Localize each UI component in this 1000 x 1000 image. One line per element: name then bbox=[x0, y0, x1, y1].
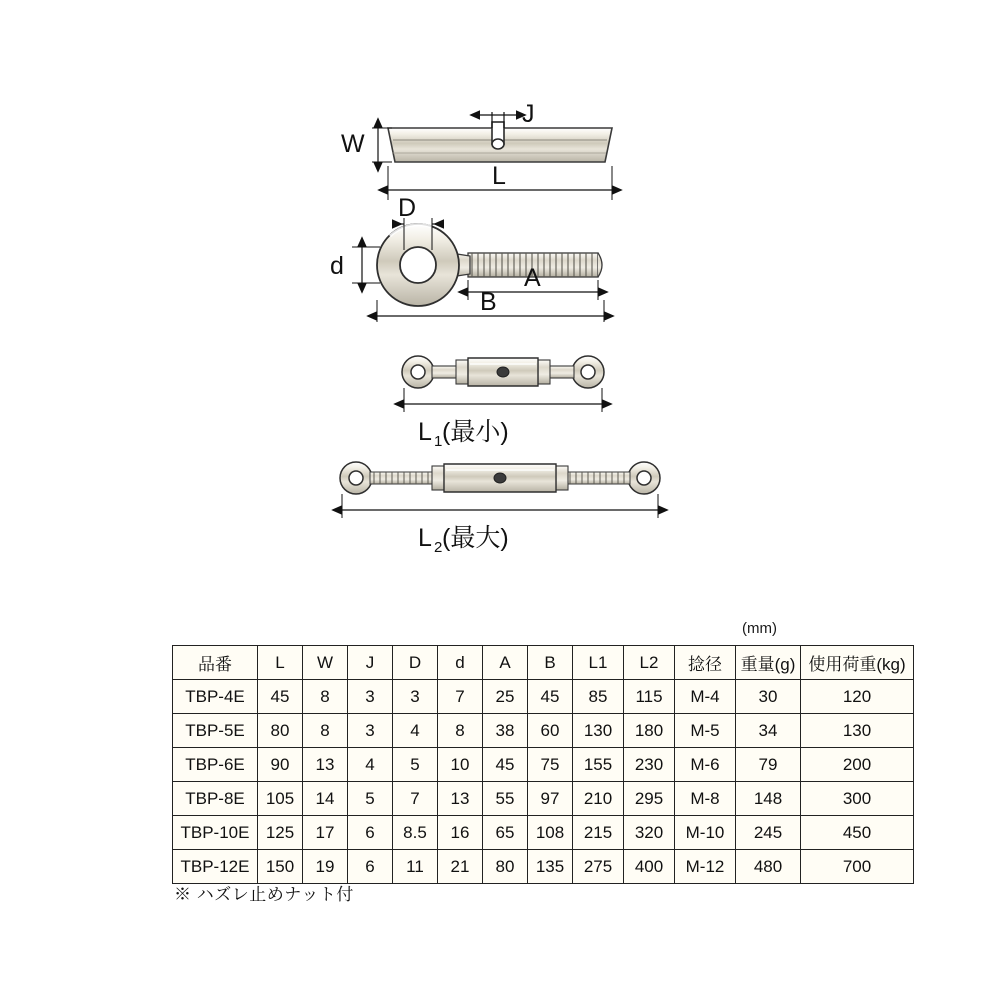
cell-l2: 295 bbox=[624, 782, 675, 816]
table-header-row bbox=[173, 646, 914, 680]
cell-l: 80 bbox=[258, 714, 303, 748]
header-thread-diameter: 捻径 bbox=[675, 646, 736, 680]
cell-l2: 400 bbox=[624, 850, 675, 884]
cell-d-upper: 11 bbox=[393, 850, 438, 884]
table-row bbox=[173, 782, 914, 816]
cell-working-load: 200 bbox=[801, 748, 914, 782]
cell-l1: 275 bbox=[573, 850, 624, 884]
cell-b: 60 bbox=[528, 714, 573, 748]
table-body bbox=[173, 680, 914, 884]
label-l2-subscript: 2 bbox=[434, 539, 443, 556]
cell-d-upper: 8.5 bbox=[393, 816, 438, 850]
table-row bbox=[173, 680, 914, 714]
cell-working-load: 300 bbox=[801, 782, 914, 816]
cell-a: 65 bbox=[483, 816, 528, 850]
header-working-load: 使用荷重(kg) bbox=[801, 646, 914, 680]
cell-part-number: TBP-8E bbox=[173, 782, 258, 816]
header-d-lower: d bbox=[438, 646, 483, 680]
cell-l1: 85 bbox=[573, 680, 624, 714]
cell-weight: 480 bbox=[736, 850, 801, 884]
cell-working-load: 450 bbox=[801, 816, 914, 850]
footnote: ※ ハズレ止めナット付 bbox=[174, 885, 354, 904]
header-l2: L2 bbox=[624, 646, 675, 680]
cell-j: 5 bbox=[348, 782, 393, 816]
cell-l1: 215 bbox=[573, 816, 624, 850]
figure-eye-bolt bbox=[330, 194, 604, 322]
cell-d-lower: 16 bbox=[438, 816, 483, 850]
cell-d-upper: 7 bbox=[393, 782, 438, 816]
cell-thread-diameter: M-8 bbox=[675, 782, 736, 816]
header-l: L bbox=[258, 646, 303, 680]
table-row bbox=[173, 850, 914, 884]
cell-b: 108 bbox=[528, 816, 573, 850]
cell-w: 8 bbox=[303, 714, 348, 748]
cell-b: 75 bbox=[528, 748, 573, 782]
label-j: J bbox=[522, 100, 535, 128]
cell-thread-diameter: M-4 bbox=[675, 680, 736, 714]
cell-part-number: TBP-4E bbox=[173, 680, 258, 714]
cell-working-load: 120 bbox=[801, 680, 914, 714]
cell-l1: 130 bbox=[573, 714, 624, 748]
cell-part-number: TBP-10E bbox=[173, 816, 258, 850]
unit-label: (mm) bbox=[742, 620, 777, 637]
cell-part-number: TBP-6E bbox=[173, 748, 258, 782]
cell-a: 45 bbox=[483, 748, 528, 782]
cell-j: 6 bbox=[348, 816, 393, 850]
cell-j: 3 bbox=[348, 680, 393, 714]
cell-w: 13 bbox=[303, 748, 348, 782]
cell-weight: 79 bbox=[736, 748, 801, 782]
table-row bbox=[173, 748, 914, 782]
cell-a: 80 bbox=[483, 850, 528, 884]
label-l2: L bbox=[418, 524, 432, 552]
header-d-upper: D bbox=[393, 646, 438, 680]
cell-weight: 30 bbox=[736, 680, 801, 714]
cell-l1: 210 bbox=[573, 782, 624, 816]
cell-w: 14 bbox=[303, 782, 348, 816]
cell-d-lower: 7 bbox=[438, 680, 483, 714]
cell-d-lower: 8 bbox=[438, 714, 483, 748]
cell-thread-diameter: M-12 bbox=[675, 850, 736, 884]
cell-weight: 245 bbox=[736, 816, 801, 850]
cell-l2: 115 bbox=[624, 680, 675, 714]
label-l1-subscript: 1 bbox=[434, 433, 443, 450]
cell-l2: 180 bbox=[624, 714, 675, 748]
label-d-lower: d bbox=[330, 252, 344, 280]
table-row bbox=[173, 816, 914, 850]
cell-w: 17 bbox=[303, 816, 348, 850]
label-l1: L bbox=[418, 418, 432, 446]
spec-table bbox=[172, 645, 914, 884]
cell-l: 45 bbox=[258, 680, 303, 714]
cell-thread-diameter: M-10 bbox=[675, 816, 736, 850]
cell-a: 25 bbox=[483, 680, 528, 714]
cell-a: 38 bbox=[483, 714, 528, 748]
label-w: W bbox=[341, 130, 365, 158]
cell-w: 8 bbox=[303, 680, 348, 714]
cell-thread-diameter: M-5 bbox=[675, 714, 736, 748]
cell-b: 135 bbox=[528, 850, 573, 884]
cell-thread-diameter: M-6 bbox=[675, 748, 736, 782]
header-l1: L1 bbox=[573, 646, 624, 680]
header-a: A bbox=[483, 646, 528, 680]
cell-d-lower: 10 bbox=[438, 748, 483, 782]
figure-barrel bbox=[341, 100, 612, 200]
cell-l: 150 bbox=[258, 850, 303, 884]
cell-l1: 155 bbox=[573, 748, 624, 782]
cell-j: 6 bbox=[348, 850, 393, 884]
header-b: B bbox=[528, 646, 573, 680]
label-l2-note: (最大) bbox=[442, 524, 509, 552]
label-l1-note: (最小) bbox=[442, 418, 509, 446]
cell-l2: 230 bbox=[624, 748, 675, 782]
label-d-upper: D bbox=[398, 194, 417, 222]
spec-table-wrapper bbox=[172, 645, 906, 884]
cell-b: 97 bbox=[528, 782, 573, 816]
cell-working-load: 130 bbox=[801, 714, 914, 748]
cell-d-upper: 5 bbox=[393, 748, 438, 782]
cell-d-lower: 21 bbox=[438, 850, 483, 884]
cell-j: 3 bbox=[348, 714, 393, 748]
cell-part-number: TBP-12E bbox=[173, 850, 258, 884]
cell-weight: 34 bbox=[736, 714, 801, 748]
figure-assembly-min bbox=[402, 356, 604, 450]
cell-d-lower: 13 bbox=[438, 782, 483, 816]
label-b: B bbox=[480, 288, 497, 316]
header-part-number: 品番 bbox=[173, 646, 258, 680]
cell-working-load: 700 bbox=[801, 850, 914, 884]
header-weight: 重量(g) bbox=[736, 646, 801, 680]
cell-a: 55 bbox=[483, 782, 528, 816]
cell-l: 125 bbox=[258, 816, 303, 850]
label-a: A bbox=[524, 264, 541, 292]
cell-j: 4 bbox=[348, 748, 393, 782]
header-j: J bbox=[348, 646, 393, 680]
header-w: W bbox=[303, 646, 348, 680]
cell-weight: 148 bbox=[736, 782, 801, 816]
cell-l: 105 bbox=[258, 782, 303, 816]
figure-assembly-max bbox=[340, 462, 660, 556]
cell-part-number: TBP-5E bbox=[173, 714, 258, 748]
cell-l2: 320 bbox=[624, 816, 675, 850]
label-l: L bbox=[492, 162, 506, 190]
table-row bbox=[173, 714, 914, 748]
cell-d-upper: 3 bbox=[393, 680, 438, 714]
cell-w: 19 bbox=[303, 850, 348, 884]
cell-b: 45 bbox=[528, 680, 573, 714]
cell-d-upper: 4 bbox=[393, 714, 438, 748]
cell-l: 90 bbox=[258, 748, 303, 782]
